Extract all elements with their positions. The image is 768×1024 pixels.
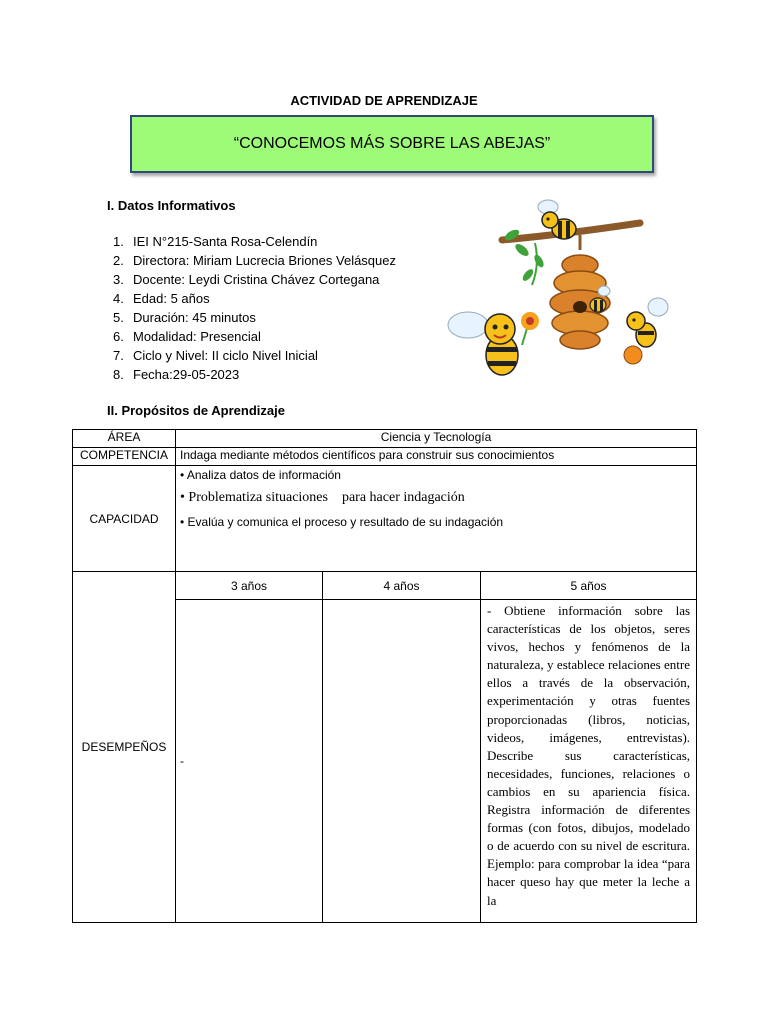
competencia-label: COMPETENCIA <box>73 448 176 466</box>
list-text: Modalidad: Presencial <box>133 329 261 344</box>
list-text: Duración: 45 minutos <box>133 310 256 325</box>
desempenos-label: DESEMPEÑOS <box>73 572 176 923</box>
purposes-table <box>72 429 697 923</box>
bee-icon <box>448 312 518 375</box>
list-text: Ciclo y Nivel: II ciclo Nivel Inicial <box>133 348 318 363</box>
info-list <box>113 232 396 384</box>
section-title-datos: I. Datos Informativos <box>107 198 236 213</box>
list-number: 3. <box>113 272 124 287</box>
capacidad-label: CAPACIDAD <box>73 466 176 572</box>
section-title-propositos: II. Propósitos de Aprendizaje <box>107 403 285 418</box>
list-text: Fecha:29-05-2023 <box>133 367 240 382</box>
page-title: ACTIVIDAD DE APRENDIZAJE <box>290 93 478 108</box>
age-header-4: 4 años <box>323 572 481 600</box>
list-number: 5. <box>113 310 124 325</box>
list-item <box>113 251 396 270</box>
list-item <box>113 327 396 346</box>
competencia-value: Indaga mediante métodos científicos para construir sus conocimientos <box>176 448 697 466</box>
leaf-icon <box>532 253 545 269</box>
table-row <box>73 466 697 572</box>
desempeno-4 <box>323 600 481 923</box>
list-item <box>113 346 396 365</box>
capacidad-item: • Evalúa y comunica el proceso y resultado de su indagación <box>180 515 504 529</box>
capacidad-list <box>176 466 697 572</box>
age-header-5: 5 años <box>481 572 697 600</box>
list-number: 1. <box>113 234 124 249</box>
activity-title: “CONOCEMOS MÁS SOBRE LAS ABEJAS” <box>233 135 551 152</box>
list-item <box>113 308 396 327</box>
list-item <box>113 365 396 384</box>
flower-icon <box>521 312 539 345</box>
list-number: 7. <box>113 348 124 363</box>
list-text: Docente: Leydi Cristina Chávez Cortegana <box>133 272 380 287</box>
capacidad-item: • Analiza datos de información <box>180 468 341 482</box>
list-text: Edad: 5 años <box>133 291 210 306</box>
activity-title-banner <box>130 115 654 173</box>
list-number: 8. <box>113 367 124 382</box>
desempeno-5: - Obtiene información sobre las características de los objetos, seres vivos, hechos y fenómenos de la naturaleza, y establece relaciones entre ellos a través de la observación, experimentación y otras fuentes proporcionadas (libros, noticias, videos, imágenes, entrevistas). Describe sus características, necesidades, funciones, relaciones o cambios en su apariencia física. Registra información de diferentes formas (con fotos, dibujos, modelado o de acuerdo con su nivel de escritura. Ejemplo: para comprobar la idea “para hacer queso hay que meter la leche a la <box>481 600 697 923</box>
table-row <box>73 430 697 448</box>
capacidad-item: • Problematiza situaciones para hacer indagación <box>180 490 465 505</box>
list-item <box>113 289 396 308</box>
leaf-icon <box>513 242 530 258</box>
area-label: ÁREA <box>73 430 176 448</box>
list-number: 4. <box>113 291 124 306</box>
desempeno-3: - <box>176 600 323 923</box>
list-number: 2. <box>113 253 124 268</box>
list-item <box>113 232 396 251</box>
list-text: IEI N°215-Santa Rosa-Celendín <box>133 234 318 249</box>
list-item <box>113 270 396 289</box>
table-row <box>73 572 697 600</box>
vine-icon <box>532 243 537 285</box>
list-text: Directora: Miriam Lucrecia Briones Velásquez <box>133 253 396 268</box>
list-number: 6. <box>113 329 124 344</box>
bees-hive-illustration <box>440 195 680 385</box>
area-value: Ciencia y Tecnología <box>176 430 697 448</box>
table-row <box>73 448 697 466</box>
age-header-3: 3 años <box>176 572 323 600</box>
bee-icon <box>624 298 668 364</box>
